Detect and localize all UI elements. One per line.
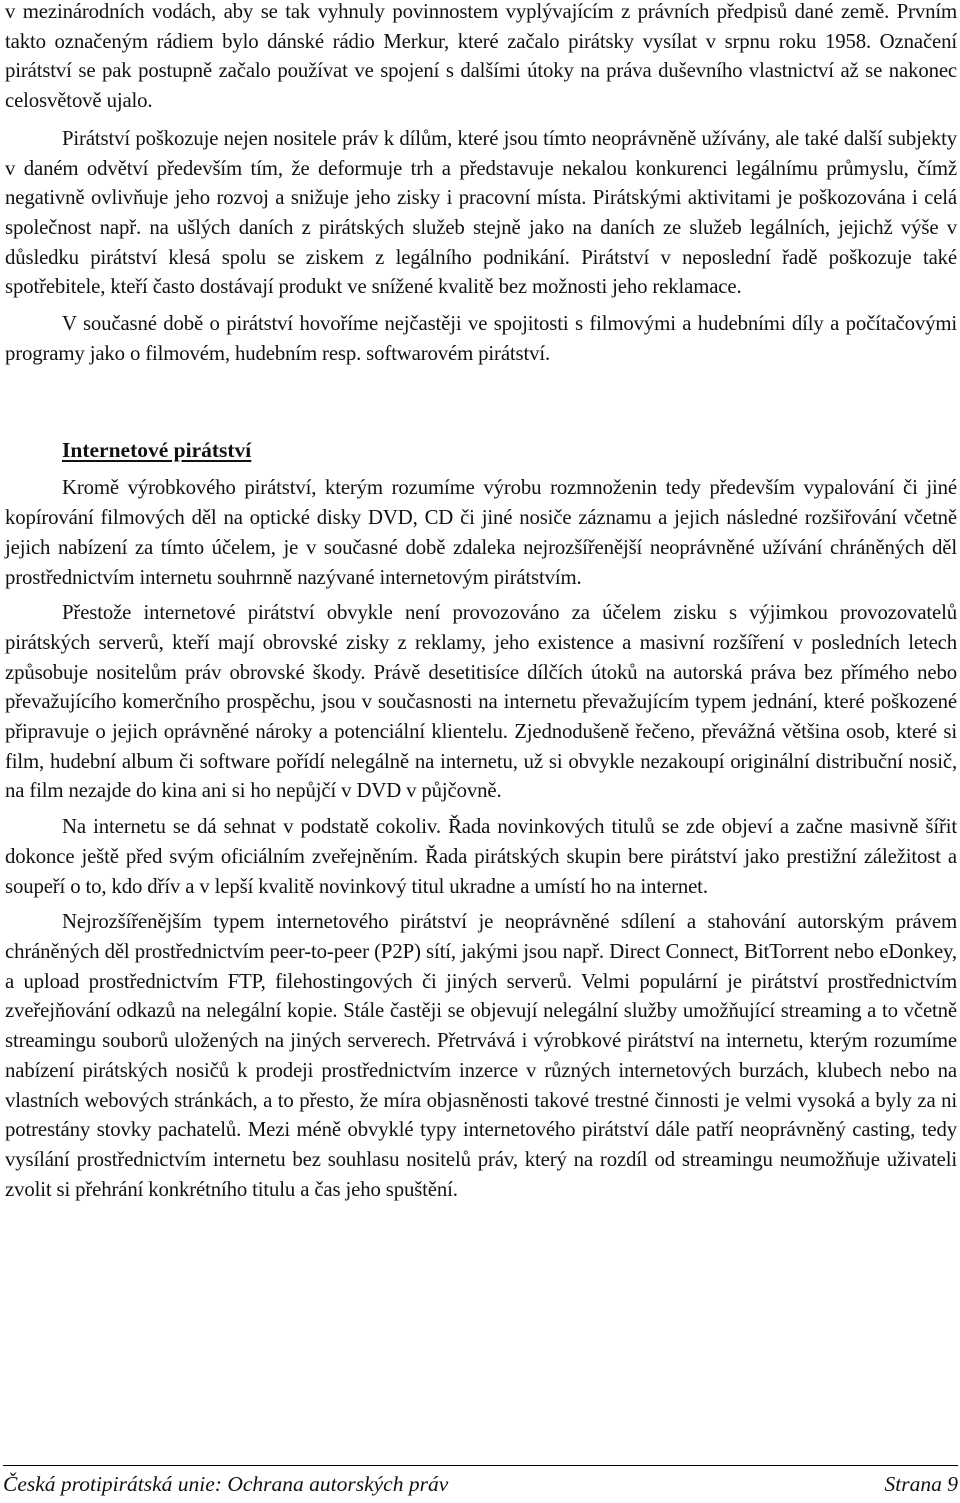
footer-divider bbox=[3, 1465, 958, 1466]
document-page bbox=[5, 0, 957, 1204]
paragraph-intro-continuation: v mezinárodních vodách, aby se tak vyhnuly povinnostem vyplývajícím z právních předpisů dané země. Prvním takto označeným rádiem bylo dánské rádio Merkur, které začalo pirátsky vysílat v srpnu roku 1958. Označení pirátství se pak postupně začalo používat ve spojení s dalšími útoky na práva duševního vlastnictví až se nakonec celosvětově ujalo. bbox=[5, 0, 957, 113]
paragraph-internet-piracy-forms: Nejrozšířenějším typem internetového pirátství je neoprávněné sdílení a stahování autorským právem chráněných děl prostřednictvím peer-to-peer (P2P) sítí, jakými jsou např. Direct Connect, BitTorrent nebo eDonkey, a upload prostřednictvím FTP, filehostingových či jiných serverů. Velmi populární je pirátství prostřednictvím zveřejňování odkazů na nelegální kopie. Stále častěji se objevují nelegální služby umožňující streaming a to včetně streamingu souborů uložených na jiných serverech. Přetrvává i výrobkové pirátství na internetu, kterým rozumíme nabízení pirátských nosičů k prodeji prostřednictvím inzerce v různých internetových burzách, klubech nebo na vlastních webových stránkách, a to přesto, že míra objasněnosti takové trestné činnosti je velmi vysoká a byly za ni potrestány stovky pachatelů. Mezi méně obvyklé typy internetového pirátství dále patří neoprávněný casting, tedy vysílání prostřednictvím internetu bez souhlasu nositelů práv, který na rozdíl od streamingu neumožňuje uživateli zvolit si přehrání konkrétního titulu a čas jeho spuštění. bbox=[5, 910, 957, 1201]
paragraph-internet-piracy-damage: Přestože internetové pirátství obvykle není provozováno za účelem zisku s výjimkou provozovatelů pirátských serverů, kteří mají obrovské zisky z reklamy, jeho existence a masivní rozšíření v posledních letech způsobuje nositelům práv obrovské škody. Právě desetitisíce dílčích útoků na autorská práva bez přímého nebo převažujícího komerčního prospěchu, jsou v současnosti na internetu převažujícím typem jednání, které poškozené připravuje o jejich oprávněné nároky a potenciální klientelu. Zjednodušeně řečeno, převážná většina osob, které si film, hudební album či software pořídí nelegálně na internetu, už si obvykle nezakoupí originální distribuční nosič, na film nezajde do kina ani si ho nepůjčí v DVD v půjčovně. bbox=[5, 601, 957, 803]
paragraph-piracy-damage: Pirátství poškozuje nejen nositele práv k dílům, které jsou tímto neoprávněně užívány, ale také další subjekty v daném odvětví především tím, že deformuje trh a představuje nekalou konkurenci legálnímu průmyslu, čímž negativně ovlivňuje jeho rozvoj a snižuje jeho zisky i pracovní místa. Pirátskými aktivitami je poškozována i celá společnost např. na ušlých daních z pirátských služeb stejně jako na daních ze služeb legálních, jejichž výše v důsledku pirátství klesá spolu se ziskem z legálního podnikání. Pirátství v neposlední řadě poškozuje také spotřebitele, kteří často dostávají produkt ve snížené kvalitě bez možnosti jeho reklamace. bbox=[5, 126, 957, 299]
footer-page-number: Strana 9 bbox=[884, 1472, 958, 1496]
paragraph-internet-availability: Na internetu se dá sehnat v podstatě cokoliv. Řada novinkových titulů se zde objeví a začne masivně šířit dokonce ještě před svým oficiálním zveřejněním. Řada pirátských skupin bere pirátství jako prestižní záležitost a soupeří o to, kdo dřív a v lepší kvalitě novinkový titul ukradne a umístí ho na internet. bbox=[5, 815, 957, 898]
paragraph-internet-piracy-definition: Kromě výrobkového pirátství, kterým rozumíme výrobu rozmnoženin tedy především vypalování či jiné kopírování filmových děl na optické disky DVD, CD či jiné nosiče záznamu a jejich následné rozšiřování včetně jejich nabízení za tímto účelem, je v současné době zdaleka nejrozšířenější neoprávněné užívání chráněných děl prostřednictvím internetu souhrnně nazývané internetovým pirátstvím. bbox=[5, 476, 957, 589]
section-heading-internet-piracy: Internetové pirátství bbox=[62, 438, 252, 463]
footer-document-title: Česká protipirátská unie: Ochrana autorských práv bbox=[3, 1472, 449, 1496]
paragraph-piracy-types: V současné době o pirátství hovoříme nejčastěji ve spojitosti s filmovými a hudebními díly a počítačovými programy jako o filmovém, hudebním resp. softwarovém pirátství. bbox=[5, 312, 957, 365]
